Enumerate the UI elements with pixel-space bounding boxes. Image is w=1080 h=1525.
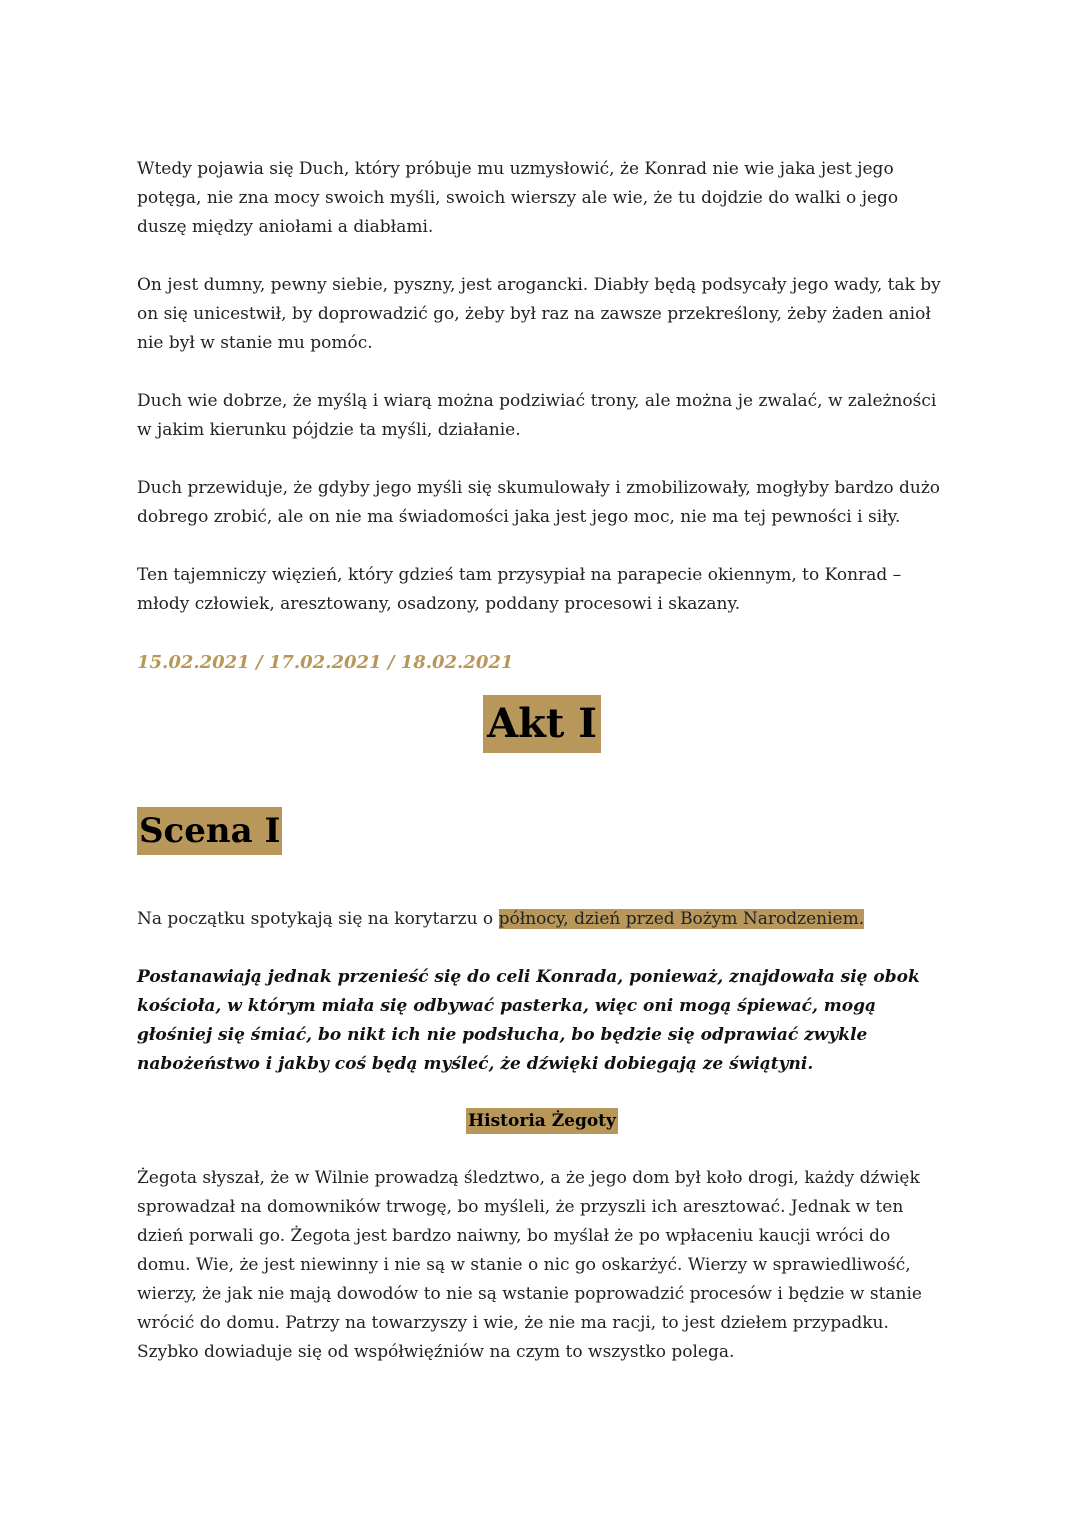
paragraph-mysla-wiara: Duch wie dobrze, że myślą i wiarą można podziwiać trony, ale można je zwalać, w zależności w jakim kierunku pójdzie ta myśli, działanie. <box>137 391 937 440</box>
scene-heading-wrap <box>137 807 947 857</box>
act-heading-wrap <box>137 695 947 755</box>
subtitle-historia-zegoty: Historia Żegoty <box>466 1108 618 1134</box>
act-heading: Akt I <box>483 695 601 753</box>
scene-heading: Scena I <box>137 807 282 855</box>
paragraph-duch-intro: Wtedy pojawia się Duch, który próbuje mu uzmysłowić, że Konrad nie wie jaka jest jego potęga, nie zna mocy swoich myśli, swoich wierszy ale wie, że tu dojdzie do walki o jego duszę między aniołami a diabłami. <box>137 159 899 237</box>
document-page <box>137 155 947 1396</box>
subtitle-wrap <box>137 1108 947 1134</box>
paragraph-bold-italic: Postanawiają jednak przenieść się do celi Konrada, ponieważ, znajdowała się obok kościoła, w którym miała się odbywać pasterka, więc oni mogą śpiewać, mogą głośniej się śmiać, bo nikt ich nie podsłucha, bo będzie się odprawiać zwykle nabożeństwo i jakby coś będą myśleć, że dźwięki dobiegają ze świątyni. <box>137 967 920 1074</box>
paragraph-zegota: Żegota słyszał, że w Wilnie prowadzą śledztwo, a że jego dom był koło drogi, każdy dźwięk sprowadzał na domowników trwogę, bo myśleli, że przyszli ich aresztować. Jednak w ten dzień porwali go. Żegota jest bardzo naiwny, bo myślał że po wpłaceniu kaucji wróci do domu. Wie, że jest niewinny i nie są w stanie o nic go oskarżyć. Wierzy w sprawiedliwość, wierzy, że jak nie mają dowodów to nie są wstanie poprowadzić procesów i będzie w stanie wrócić do domu. Patrzy na towarzyszy i wie, że nie ma racji, to jest dziełem przypadku. Szybko dowiaduje się od współwięźniów na czym to wszystko polega. <box>137 1168 922 1362</box>
paragraph-wiezien: Ten tajemniczy więzień, który gdzieś tam przysypiał na parapecie okiennym, to Konrad – młody człowiek, aresztowany, osadzony, poddany procesowi i skazany. <box>137 565 902 614</box>
intro-highlight: północy, dzień przed Bożym Narodzeniem. <box>498 909 865 929</box>
paragraph-intro <box>137 905 947 934</box>
intro-text: Na początku spotykają się na korytarzu o <box>137 909 499 929</box>
paragraph-dumny: On jest dumny, pewny siebie, pyszny, jest arogancki. Diabły będą podsycały jego wady, tak by on się unicestwił, by doprowadzić go, żeby był raz na zawsze przekreślony, żeby żaden anioł nie był w stanie mu pomóc. <box>137 275 941 353</box>
lesson-dates: 15.02.2021 / 17.02.2021 / 18.02.2021 <box>137 652 514 673</box>
paragraph-przewiduje: Duch przewiduje, że gdyby jego myśli się skumulowały i zmobilizowały, mogłyby bardzo dużo dobrego zrobić, ale on nie ma świadomości jaka jest jego moc, nie ma tej pewności i siły. <box>137 478 941 527</box>
